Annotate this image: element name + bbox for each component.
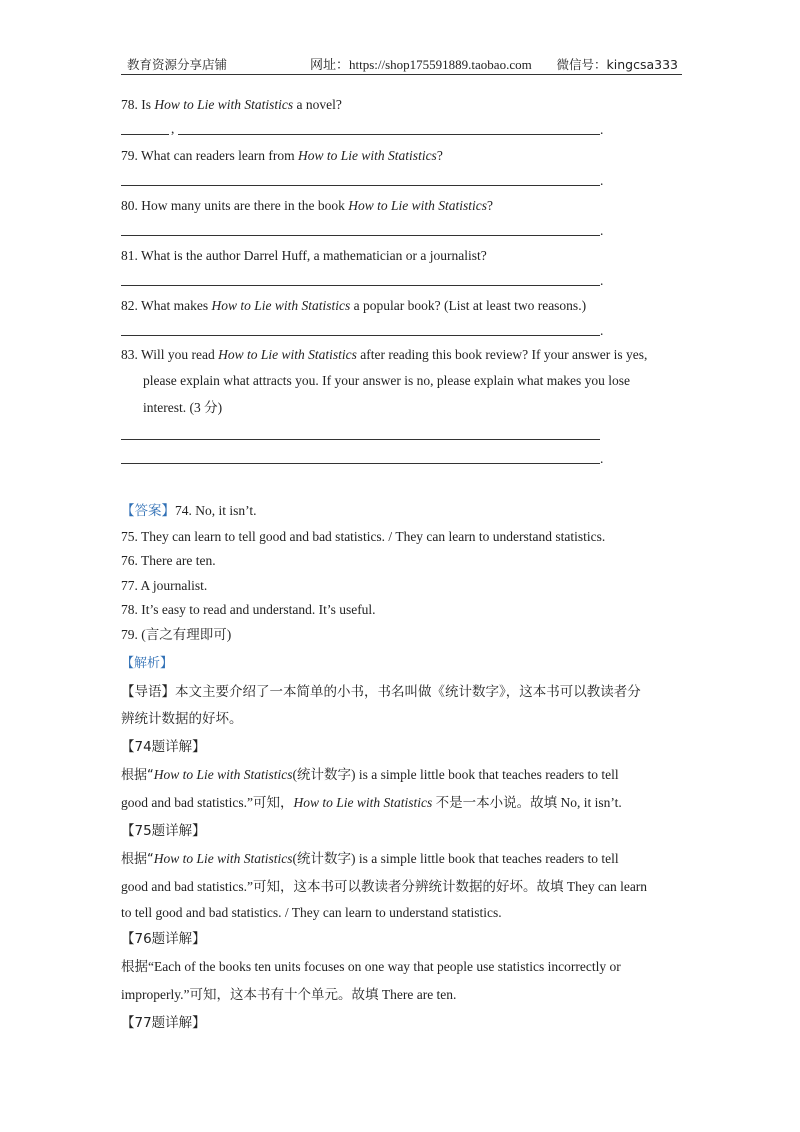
answer-text: 79. (言之有理即可) [121, 627, 232, 642]
question-83-line3: interest. (3 分) [143, 400, 223, 415]
answer-78: 78. It’s easy to read and understand. It’s useful. [121, 602, 376, 617]
page-header [121, 56, 682, 75]
detail-77-title: 【77题详解】 [121, 1015, 206, 1031]
question-82 [121, 297, 586, 315]
period: . [600, 173, 604, 188]
book-title: How to Lie with Statistics [218, 347, 357, 362]
answer-tag: 【答案】 [121, 503, 175, 519]
question-text: ? [436, 148, 443, 163]
answer-blank-78a[interactable] [121, 134, 169, 135]
detail-text: (统计数字) is a simple little book that teaches readers to tell [292, 767, 619, 782]
answer-74 [121, 502, 257, 520]
detail-text: (统计数字) is a simple little book that teaches readers to tell [292, 851, 619, 866]
question-78 [121, 96, 342, 114]
guide-line-1: 【导语】本文主要介绍了一本简单的小书，书名叫做《统计数字》，这本书可以教读者分 [121, 684, 641, 700]
question-text: 82. What makes [121, 298, 212, 313]
answer-75: 75. They can learn to tell good and bad statistics. / They can learn to understand statistics. [121, 529, 606, 544]
question-83-line1 [121, 346, 647, 364]
period: . [600, 451, 604, 466]
detail-75-line1 [121, 850, 619, 869]
period: . [600, 223, 604, 238]
answer-79 [121, 626, 231, 644]
detail-76-line2: improperly.”可知，这本书有十个单元。故填 There are ten. [121, 987, 457, 1002]
detail-75-title: 【75题详解】 [121, 823, 206, 839]
detail-text: 根据“ [121, 768, 154, 783]
question-text: 78. Is [121, 97, 155, 112]
question-80 [121, 197, 493, 215]
answer-blank-80[interactable] [121, 235, 600, 236]
book-title: How to Lie with Statistics [153, 767, 293, 782]
question-text: 80. How many units are there in the book [121, 198, 349, 213]
answer-blank-79[interactable] [121, 185, 600, 186]
detail-74-line1 [121, 766, 619, 785]
header-wechat: 微信号：kingcsa333 [556, 57, 678, 72]
question-text: 83. Will you read [121, 347, 219, 362]
header-url: 网址：https://shop175591889.taobao.com [310, 57, 532, 72]
question-text: a novel? [293, 97, 342, 112]
answer-blank-81[interactable] [121, 285, 600, 286]
book-title: How to Lie with Statistics [153, 851, 293, 866]
book-title: How to Lie with Statistics [211, 298, 351, 313]
book-title: How to Lie with Statistics [298, 148, 437, 163]
answer-text: 74. No, it isn’t. [175, 503, 257, 518]
question-text: after reading this book review? If your answer is yes, [356, 347, 648, 362]
question-text: ? [486, 198, 493, 213]
header-shop-name: 教育资源分享店铺 [127, 57, 228, 72]
question-79 [121, 147, 443, 165]
detail-76-line1: 根据“Each of the books ten units focuses on one way that people use statistics incorrectly or [121, 959, 621, 974]
answer-blank-82[interactable] [121, 335, 600, 336]
answer-blank-78b[interactable] [178, 134, 600, 135]
answer-77: 77. A journalist. [121, 578, 208, 593]
guide-line-2: 辨统计数据的好坏。 [121, 711, 243, 727]
detail-75-line2: good and bad statistics.”可知，这本书可以教读者分辨统计数据的好坏。故填 They can learn [121, 879, 648, 894]
period: . [600, 122, 604, 137]
detail-75-line3: to tell good and bad statistics. / They can learn to understand statistics. [121, 905, 502, 920]
book-title: How to Lie with Statistics [154, 97, 294, 112]
book-title: How to Lie with Statistics [348, 198, 487, 213]
detail-text: 根据“ [121, 852, 154, 867]
answer-blank-83a[interactable] [121, 439, 600, 440]
book-title: How to Lie with Statistics [293, 795, 433, 810]
detail-76-title: 【76题详解】 [121, 931, 206, 947]
detail-text: good and bad statistics.”可知， [121, 795, 294, 810]
answer-76: 76. There are ten. [121, 553, 216, 568]
question-83-line2: please explain what attracts you. If your answer is no, please explain what makes you lose [143, 373, 630, 388]
analysis-tag: 【解析】 [121, 656, 174, 671]
detail-text: 不是一本小说。故填 No, it isn’t. [432, 795, 622, 810]
period: . [600, 323, 604, 338]
detail-74-line2 [121, 794, 622, 812]
comma: , [171, 121, 175, 136]
period: . [600, 273, 604, 288]
detail-74-title: 【74题详解】 [121, 739, 206, 755]
question-text: a popular book? (List at least two reasons.) [350, 298, 587, 313]
answer-blank-83b[interactable] [121, 463, 600, 464]
question-text: 79. What can readers learn from [121, 148, 299, 163]
question-81: 81. What is the author Darrel Huff, a mathematician or a journalist? [121, 248, 487, 263]
